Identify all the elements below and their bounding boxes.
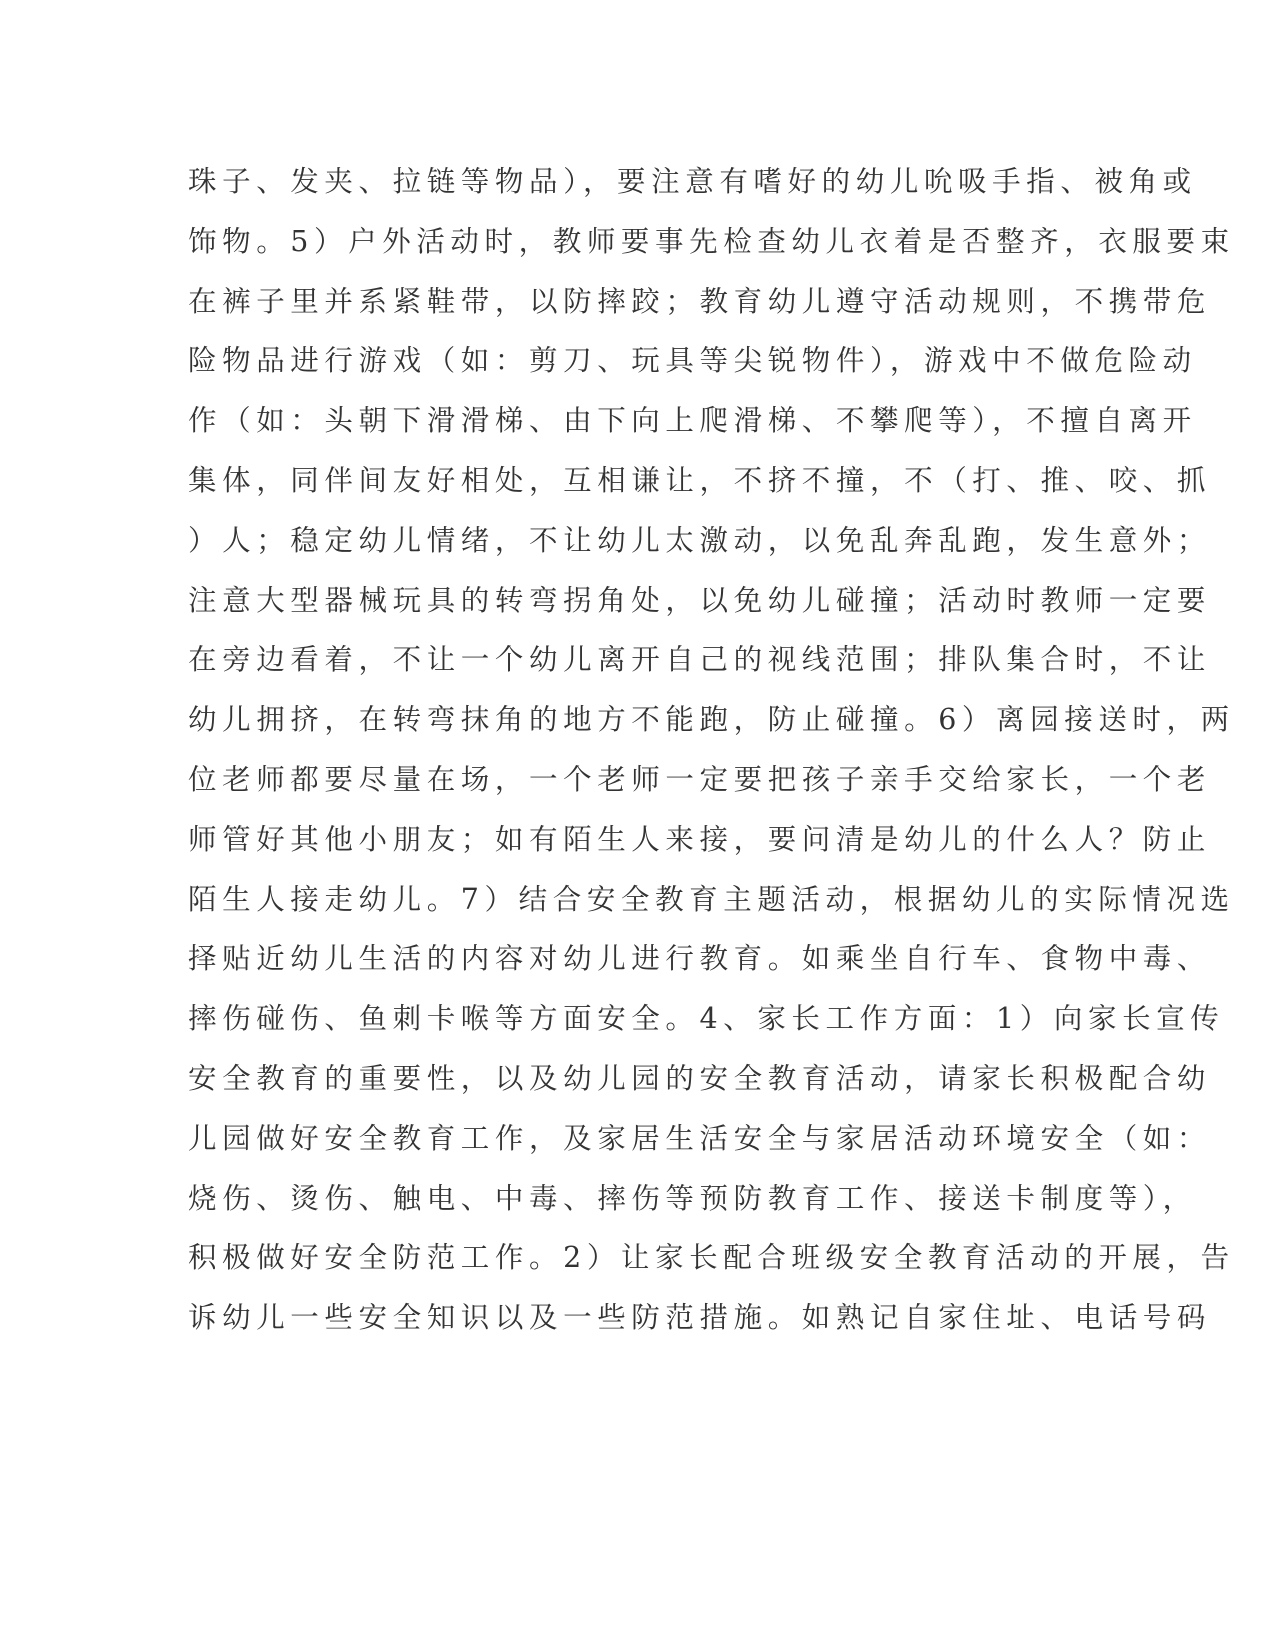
- text-line-7: ）人；稳定幼儿情绪，不让幼儿太激动，以免乱奔乱跑，发生意外；: [188, 523, 1212, 557]
- text-line-17: 儿园做好安全教育工作，及家居生活安全与家居活动环境安全（如：: [188, 1121, 1212, 1155]
- text-line-13: 陌生人接走幼儿。7）结合安全教育主题活动，根据幼儿的实际情况选: [188, 882, 1235, 916]
- text-line-8: 注意大型器械玩具的转弯拐角处，以免幼儿碰撞；活动时教师一定要: [188, 583, 1212, 617]
- text-line-4: 险物品进行游戏（如：剪刀、玩具等尖锐物件），游戏中不做危险动: [188, 344, 1197, 378]
- text-line-3: 在裤子里并系紧鞋带，以防摔跤；教育幼儿遵守活动规则，不携带危: [188, 284, 1212, 318]
- text-line-11: 位老师都要尽量在场，一个老师一定要把孩子亲手交给家长，一个老: [188, 762, 1212, 796]
- text-line-6: 集体，同伴间友好相处，互相谦让，不挤不撞，不（打、推、咬、抓: [188, 463, 1212, 497]
- body-text: [188, 162, 1235, 1358]
- text-line-15: 摔伤碰伤、鱼刺卡喉等方面安全。4、家长工作方面：1）向家长宣传: [188, 1002, 1225, 1036]
- text-line-10: 幼儿拥挤，在转弯抹角的地方不能跑，防止碰撞。6）离园接送时，两: [188, 703, 1235, 737]
- text-line-19: 积极做好安全防范工作。2）让家长配合班级安全教育活动的开展，告: [188, 1241, 1235, 1275]
- text-line-2: 饰物。5）户外活动时，教师要事先检查幼儿衣着是否整齐，衣服要束: [188, 224, 1235, 258]
- text-line-20: 诉幼儿一些安全知识以及一些防范措施。如熟记自家住址、电话号码: [188, 1301, 1212, 1335]
- text-line-12: 师管好其他小朋友；如有陌生人来接，要问清是幼儿的什么人？防止: [188, 822, 1212, 856]
- text-line-16: 安全教育的重要性，以及幼儿园的安全教育活动，请家长积极配合幼: [188, 1061, 1212, 1095]
- text-line-1: 珠子、发夹、拉链等物品），要注意有嗜好的幼儿吮吸手指、被角或: [188, 165, 1197, 198]
- text-line-18: 烧伤、烫伤、触电、中毒、摔伤等预防教育工作、接送卡制度等），: [188, 1181, 1197, 1215]
- text-line-5: 作（如：头朝下滑滑梯、由下向上爬滑梯、不攀爬等），不擅自离开: [188, 404, 1197, 438]
- text-line-14: 择贴近幼儿生活的内容对幼儿进行教育。如乘坐自行车、食物中毒、: [188, 942, 1212, 976]
- text-line-9: 在旁边看着，不让一个幼儿离开自己的视线范围；排队集合时，不让: [188, 643, 1212, 677]
